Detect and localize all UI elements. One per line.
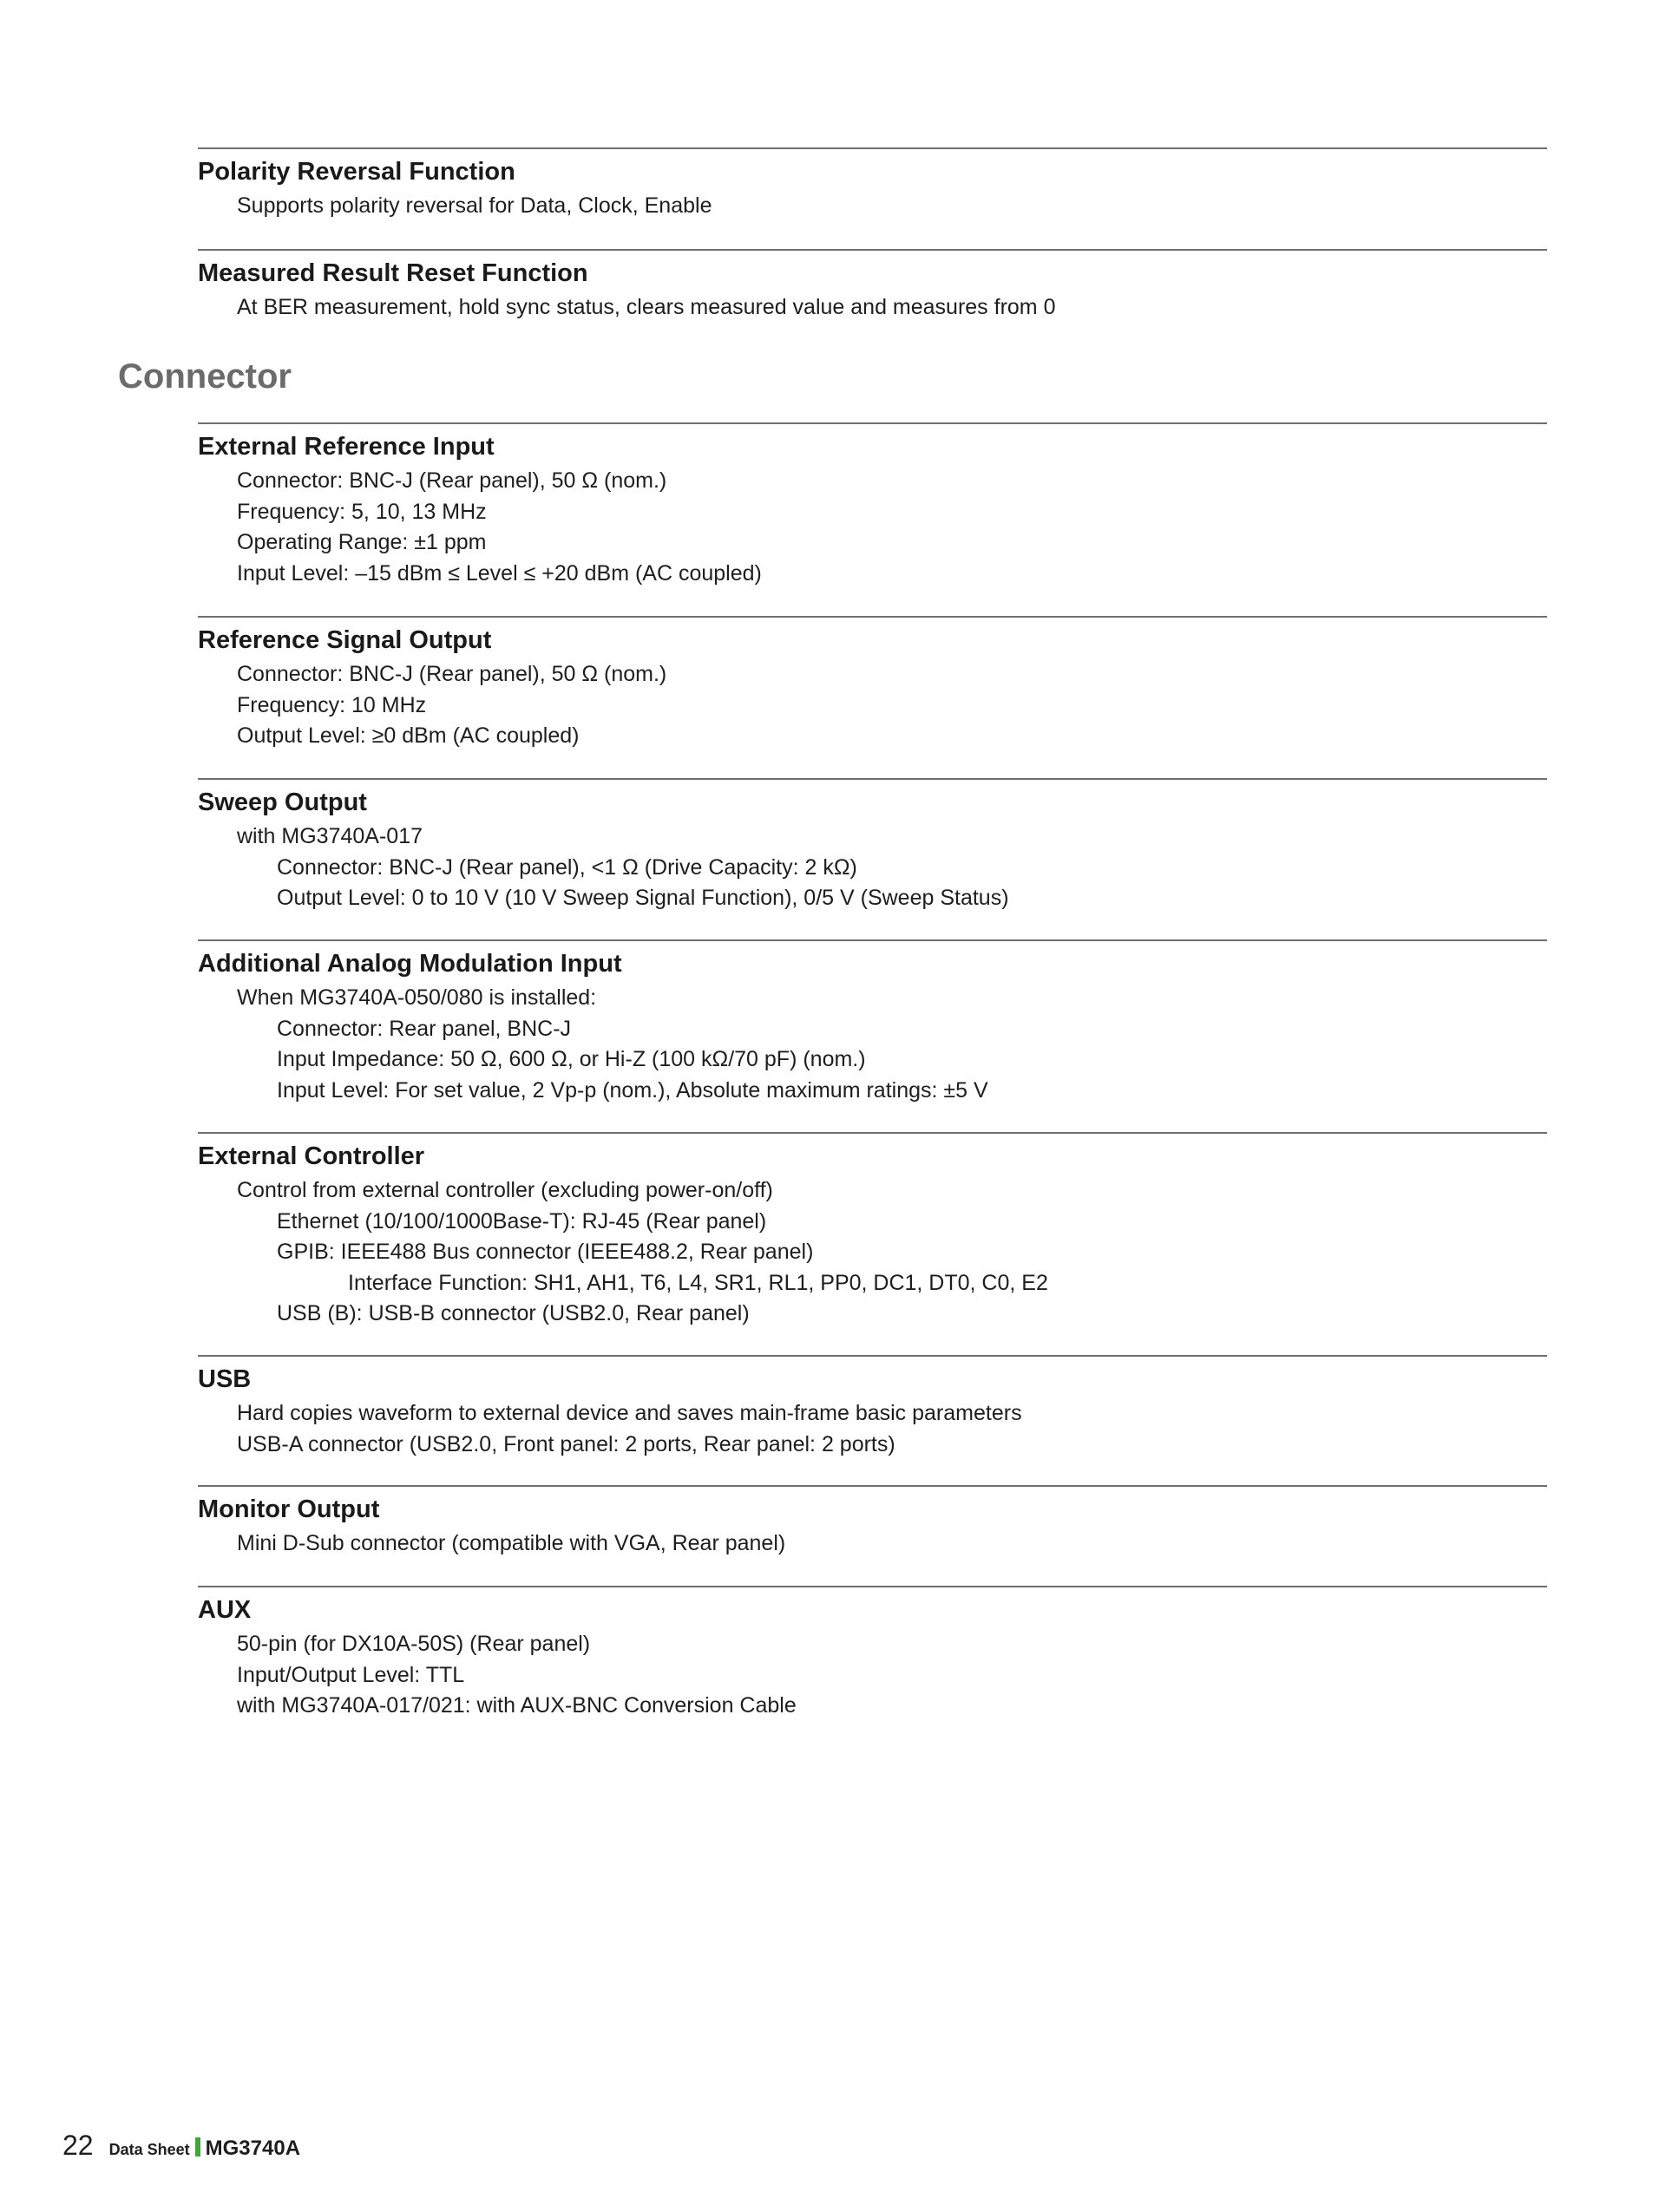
spec-title: Reference Signal Output [198,626,492,654]
spec-lines [198,292,1547,324]
spec-block-polarity-reversal [198,147,1547,222]
spec-line: Ethernet (10/100/1000Base-T): RJ-45 (Rear panel) [277,1208,767,1234]
document-label: Data Sheet [108,2141,190,2158]
spec-line: Input Impedance: 50 Ω, 600 Ω, or Hi-Z (100 kΩ/70 pF) (nom.) [277,1047,866,1071]
page-number: 22 [62,2130,94,2161]
spec-title: Polarity Reversal Function [198,158,515,186]
spec-lines [198,1528,1547,1560]
spec-line: Interface Function: SH1, AH1, T6, L4, SR1, RL1, PP0, DC1, DT0, C0, E2 [348,1270,1048,1295]
spec-line: Input/Output Level: TTL [237,1662,465,1687]
spec-line: USB (B): USB-B connector (USB2.0, Rear panel) [277,1301,750,1325]
spec-block-measured-result-reset [198,249,1547,324]
spec-lines [198,466,1547,589]
spec-block-usb [198,1355,1547,1460]
spec-line: Input Level: For set value, 2 Vp-p (nom.), Absolute maximum ratings: ±5 V [277,1077,988,1103]
spec-line: with MG3740A-017/021: with AUX-BNC Conversion Cable [237,1693,797,1718]
spec-line: Connector: BNC-J (Rear panel), 50 Ω (nom.) [237,662,667,686]
spec-line: Input Level: –15 dBm ≤ Level ≤ +20 dBm (AC coupled) [237,560,762,586]
spec-line: Output Level: ≥0 dBm (AC coupled) [237,723,580,748]
accent-bar [195,2137,200,2156]
spec-line: Frequency: 10 MHz [237,692,427,717]
spec-line: Supports polarity reversal for Data, Clock, Enable [237,193,712,218]
spec-line: Operating Range: ±1 ppm [237,530,487,554]
spec-lines [198,983,1547,1106]
spec-title: Sweep Output [198,789,367,816]
spec-block-additional-analog-modulation-input [198,939,1547,1106]
spec-line: Connector: BNC-J (Rear panel), 50 Ω (nom.) [237,468,667,493]
spec-line: At BER measurement, hold sync status, clears measured value and measures from 0 [237,295,1056,319]
spec-title: Monitor Output [198,1495,380,1523]
spec-block-external-reference-input [198,422,1547,589]
spec-title: Additional Analog Modulation Input [198,950,622,978]
spec-lines [198,1175,1547,1330]
spec-lines [198,659,1547,752]
spec-line: 50-pin (for DX10A-50S) (Rear panel) [237,1632,591,1656]
spec-line: Mini D-Sub connector (compatible with VGA, Rear panel) [237,1531,786,1555]
spec-line: GPIB: IEEE488 Bus connector (IEEE488.2, Rear panel) [277,1240,814,1264]
spec-block-monitor-output [198,1485,1547,1560]
section-heading-connector: Connector [118,357,292,396]
spec-line: Control from external controller (excluding power-on/off) [237,1178,773,1202]
spec-line: Frequency: 5, 10, 13 MHz [237,499,487,524]
page-footer [62,2130,300,2164]
spec-title: USB [198,1365,252,1393]
spec-line: Connector: Rear panel, BNC-J [277,1016,572,1041]
spec-line: Output Level: 0 to 10 V (10 V Sweep Signal Function), 0/5 V (Sweep Status) [277,886,1009,910]
spec-block-sweep-output [198,778,1547,914]
spec-line: When MG3740A-050/080 is installed: [237,985,597,1010]
spec-title: Measured Result Reset Function [198,259,588,287]
spec-line: with MG3740A-017 [237,824,423,848]
spec-title: External Reference Input [198,433,495,461]
spec-title: External Controller [198,1142,425,1170]
spec-lines [198,1398,1547,1460]
spec-block-reference-signal-output [198,616,1547,752]
spec-line: Hard copies waveform to external device and saves main-frame basic parameters [237,1401,1022,1425]
spec-title: AUX [198,1596,252,1624]
spec-block-aux [198,1586,1547,1722]
spec-lines [198,1629,1547,1722]
spec-block-external-controller [198,1132,1547,1330]
spec-lines [198,821,1547,914]
spec-line: Connector: BNC-J (Rear panel), <1 Ω (Drive Capacity: 2 kΩ) [277,854,857,880]
model-name: MG3740A [205,2137,301,2160]
spec-line: USB-A connector (USB2.0, Front panel: 2 ports, Rear panel: 2 ports) [237,1431,895,1456]
spec-lines [198,191,1547,222]
